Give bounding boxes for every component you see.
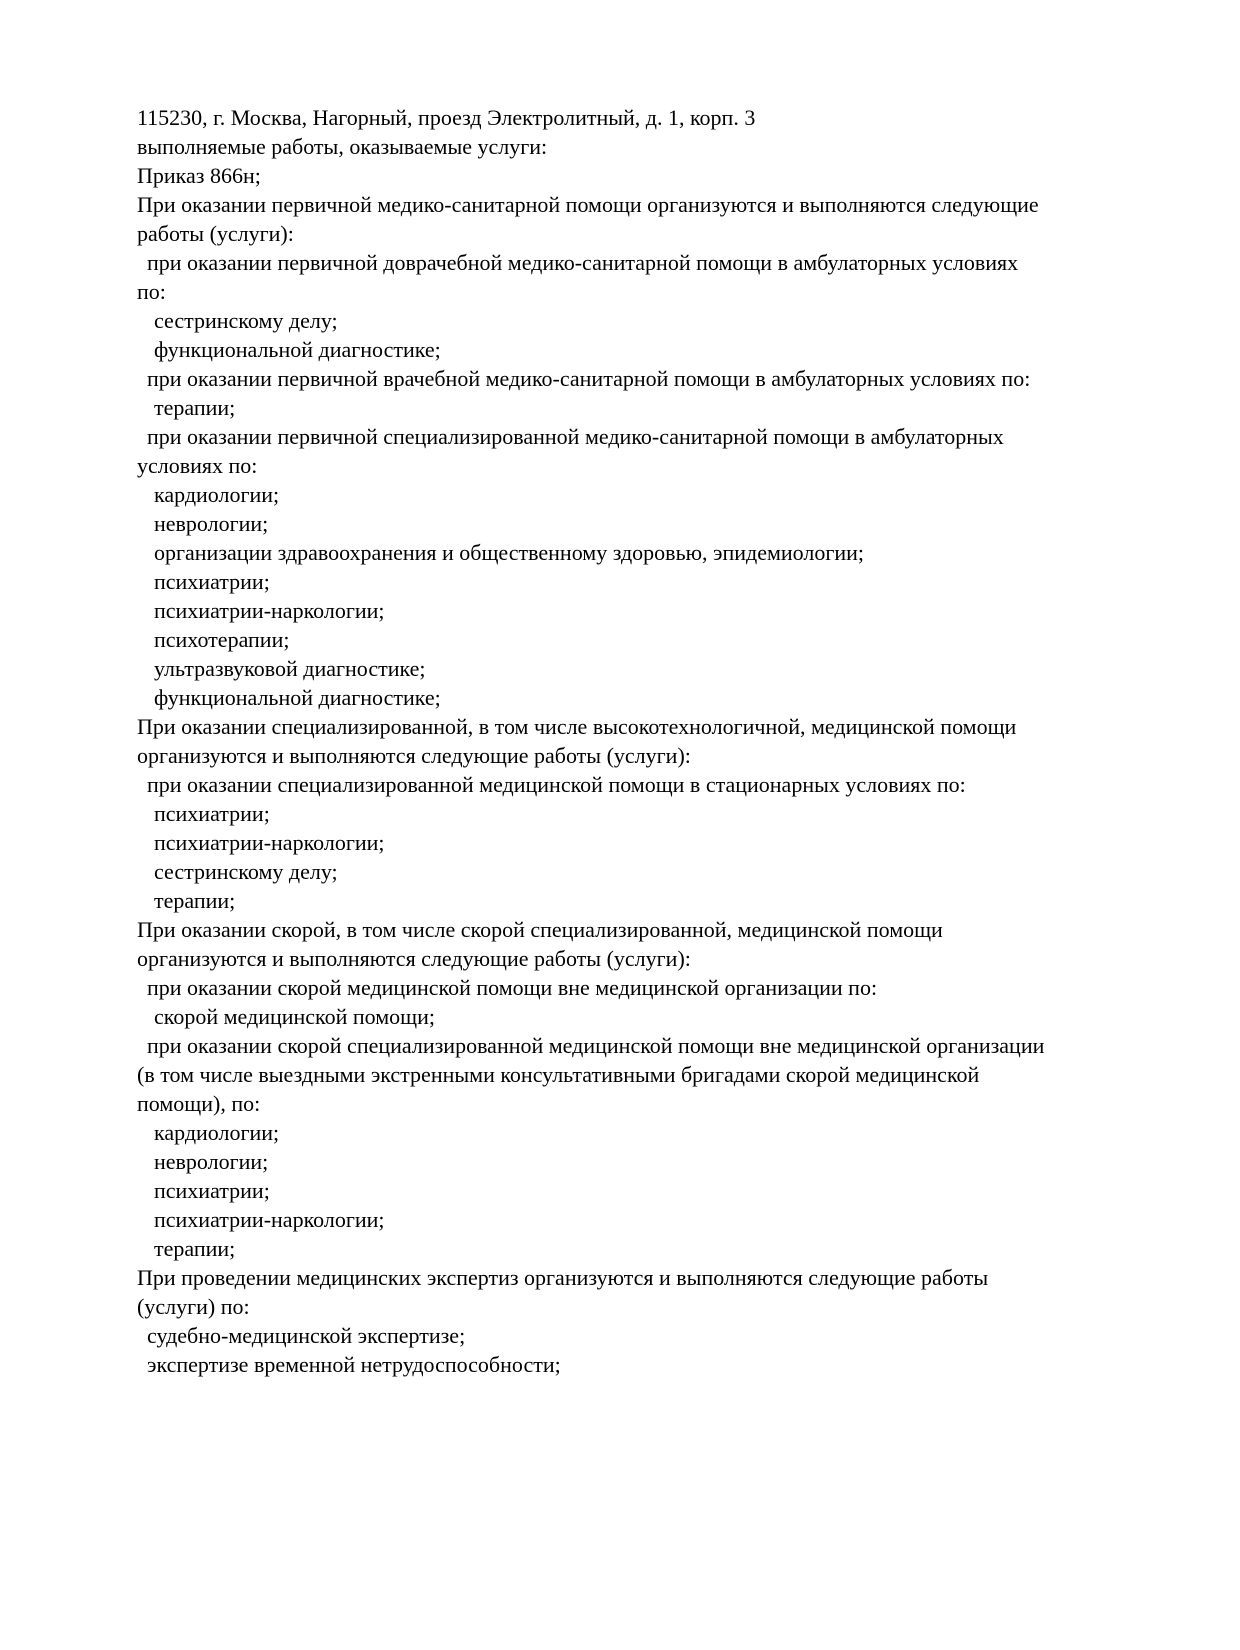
text-line: терапии; [154,888,236,913]
text-line: психиатрии; [154,569,270,594]
text-line: психиатрии-наркологии; [154,598,385,623]
text-line: психиатрии-наркологии; [154,830,385,855]
text-line: скорой медицинской помощи; [154,1004,436,1029]
text-line: при оказании первичной доврачебной медико-санитарной помощи в амбулаторных условиях [147,250,1019,275]
text-line: При оказании первичной медико-санитарной помощи организуются и выполняются следующие [137,192,1039,217]
text-line: терапии; [154,395,236,420]
text-line: при оказании первичной врачебной медико-санитарной помощи в амбулаторных условиях по: [147,366,1031,391]
text-line: (услуги) по: [137,1294,250,1319]
text-line: Приказ 866н; [137,163,261,188]
text-line: терапии; [154,1236,236,1261]
text-line: судебно-медицинской экспертизе; [147,1323,466,1348]
text-line: помощи), по: [137,1091,261,1116]
document-text [137,103,1180,1379]
text-line: экспертизе временной нетрудоспособности; [147,1352,561,1377]
text-line: сестринскому делу; [154,859,338,884]
text-line: работы (услуги): [137,221,294,246]
text-line: При оказании скорой, в том числе скорой специализированной, медицинской помощи [137,917,943,942]
text-line: 115230, г. Москва, Нагорный, проезд Электролитный, д. 1, корп. 3 [137,105,756,130]
text-line: функциональной диагностике; [154,337,441,362]
text-line: психиатрии; [154,1178,270,1203]
text-line: При проведении медицинских экспертиз организуются и выполняются следующие работы [137,1265,989,1290]
text-line: при оказании специализированной медицинской помощи в стационарных условиях по: [147,772,966,797]
text-line: организации здравоохранения и общественному здоровью, эпидемиологии; [154,540,865,565]
text-line: неврологии; [154,1149,269,1174]
text-line: (в том числе выездными экстренными консультативными бригадами скорой медицинской [137,1062,980,1087]
text-line: сестринскому делу; [154,308,338,333]
text-line: ультразвуковой диагностике; [154,656,426,681]
text-line: организуются и выполняются следующие работы (услуги): [137,743,691,768]
text-line: кардиологии; [154,1120,280,1145]
text-line: по: [137,279,166,304]
text-line: выполняемые работы, оказываемые услуги: [137,134,548,159]
text-line: При оказании специализированной, в том числе высокотехнологичной, медицинской помощи [137,714,1017,739]
text-line: психотерапии; [154,627,290,652]
text-line: психиатрии; [154,801,270,826]
text-line: при оказании скорой медицинской помощи вне медицинской организации по: [147,975,878,1000]
text-line: условиях по: [137,453,258,478]
text-line: функциональной диагностике; [154,685,441,710]
text-line: организуются и выполняются следующие работы (услуги): [137,946,691,971]
text-line: психиатрии-наркологии; [154,1207,385,1232]
text-line: неврологии; [154,511,269,536]
text-line: кардиологии; [154,482,280,507]
text-line: при оказании скорой специализированной медицинской помощи вне медицинской организации [147,1033,1045,1058]
text-line: при оказании первичной специализированной медико-санитарной помощи в амбулаторных [147,424,1004,449]
